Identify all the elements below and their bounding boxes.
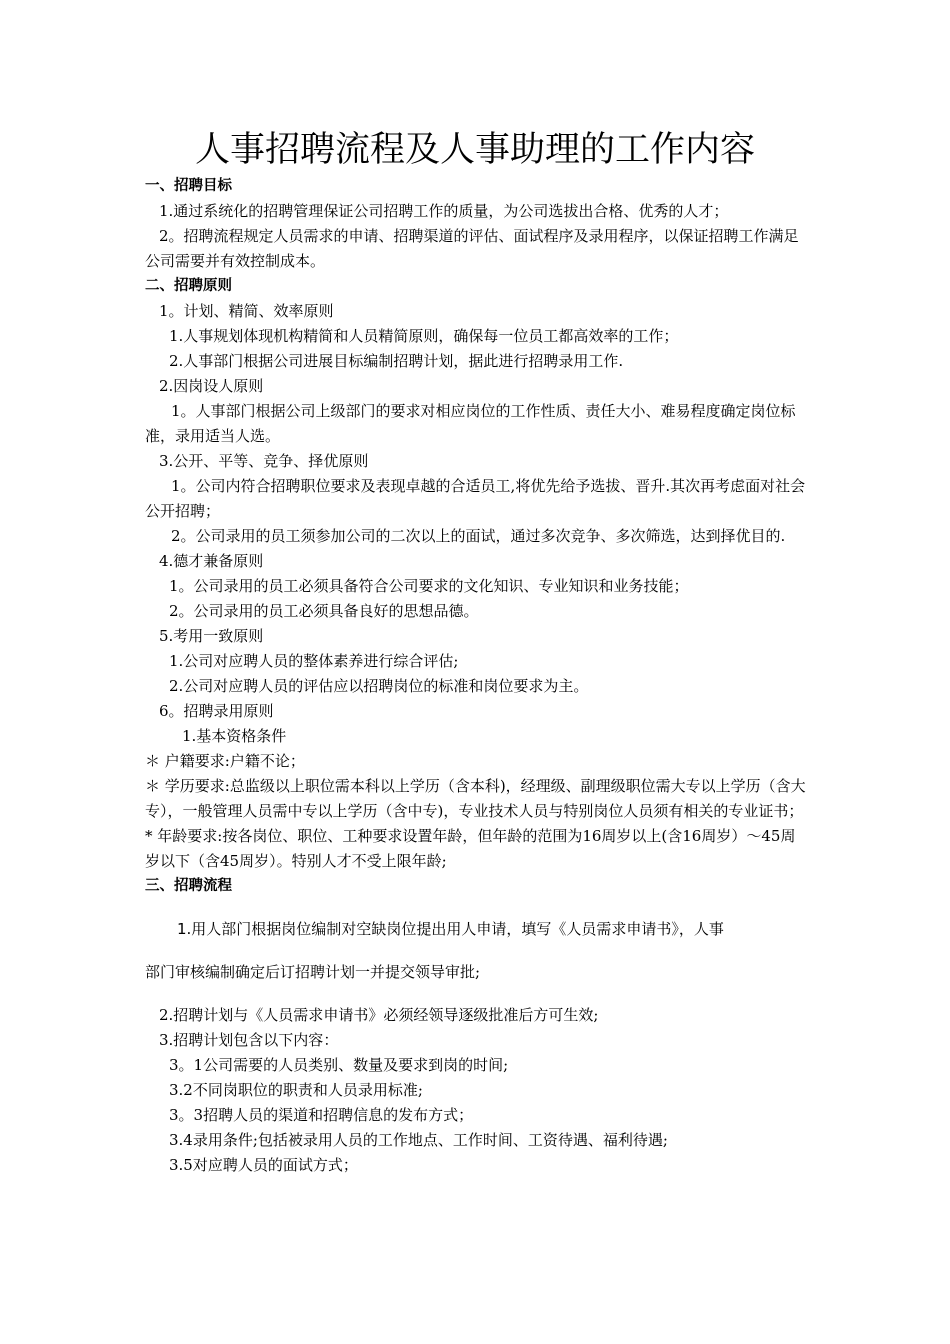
list-item: * 年龄要求:按各岗位、职位、工种要求设置年龄，但年龄的范围为16周岁以上(含16周岁）～45周岁以下（含45周岁）。特别人才不受上限年龄; — [145, 827, 796, 870]
paragraph: 1.人事规划体现机构精简和人员精简原则，确保每一位员工都高效率的工作； — [169, 327, 679, 345]
paragraph: 1.用人部门根据岗位编制对空缺岗位提出用人申请，填写《人员需求申请书》，人事 — [177, 920, 724, 938]
list-item: 3.4录用条件;包括被录用人员的工作地点、工作时间、工资待遇、福利待遇; — [169, 1131, 668, 1149]
paragraph: 1。公司内符合招聘职位要求及表现卓越的合适员工,将优先给予选拔、晋升.其次再考虑面对社会公开招聘； — [145, 477, 806, 520]
list-item: ＊ 学历要求:总监级以上职位需本科以上学历（含本科)，经理级、副理级职位需大专以上学历（含大专），一般管理人员需中专以上学历（含中专)，专业技术人员与特别岗位人员须有相关的专业证书； — [145, 777, 806, 820]
subheading: 3.公开、平等、竞争、择优原则 — [159, 452, 369, 470]
paragraph: 2。公司录用的员工须参加公司的二次以上的面试，通过多次竞争、多次筛选，达到择优目的. — [171, 527, 786, 545]
paragraph: 2.公司对应聘人员的评估应以招聘岗位的标准和岗位要求为主。 — [169, 677, 589, 695]
list-item: ＊ 户籍要求:户籍不论； — [145, 752, 305, 770]
paragraph: 2.人事部门根据公司进展目标编制招聘计划，据此进行招聘录用工作. — [169, 352, 624, 370]
subheading: 6。招聘录用原则 — [159, 702, 274, 720]
section-heading-1: 一、招聘目标 — [145, 178, 232, 194]
paragraph: 3.招聘计划包含以下内容： — [159, 1031, 339, 1049]
subheading: 1。计划、精简、效率原则 — [159, 302, 334, 320]
subheading: 1.基本资格条件 — [182, 727, 287, 745]
paragraph: 2.招聘计划与《人员需求申请书》必须经领导逐级批准后方可生效; — [159, 1006, 599, 1024]
list-item: 3.5对应聘人员的面试方式； — [169, 1156, 358, 1174]
paragraph: 2。公司录用的员工必须具备良好的思想品德。 — [169, 602, 479, 620]
document-title: 人事招聘流程及人事助理的工作内容 — [194, 130, 755, 170]
paragraph: 2。招聘流程规定人员需求的申请、招聘渠道的评估、面试程序及录用程序，以保证招聘工作满足公司需要并有效控制成本。 — [145, 227, 799, 270]
paragraph: 部门审核编制确定后订招聘计划一并提交领导审批; — [145, 963, 481, 981]
subheading: 4.德才兼备原则 — [159, 552, 264, 570]
paragraph: 1。人事部门根据公司上级部门的要求对相应岗位的工作性质、责任大小、难易程度确定岗位标准，录用适当人选。 — [145, 402, 796, 445]
list-item: 3。1公司需要的人员类别、数量及要求到岗的时间; — [169, 1056, 509, 1074]
list-item: 3.2不同岗职位的职责和人员录用标准; — [169, 1081, 423, 1099]
paragraph: 1。公司录用的员工必须具备符合公司要求的文化知识、专业知识和业务技能； — [169, 577, 689, 595]
subheading: 2.因岗设人原则 — [159, 377, 264, 395]
document-body — [145, 174, 810, 1178]
section-heading-3: 三、招聘流程 — [145, 878, 232, 894]
section-heading-2: 二、招聘原则 — [145, 278, 232, 294]
paragraph: 1.公司对应聘人员的整体素养进行综合评估; — [169, 652, 459, 670]
paragraph: 1.通过系统化的招聘管理保证公司招聘工作的质量，为公司选拔出合格、优秀的人才； — [159, 202, 729, 220]
subheading: 5.考用一致原则 — [159, 627, 264, 645]
list-item: 3。3招聘人员的渠道和招聘信息的发布方式； — [169, 1106, 474, 1124]
